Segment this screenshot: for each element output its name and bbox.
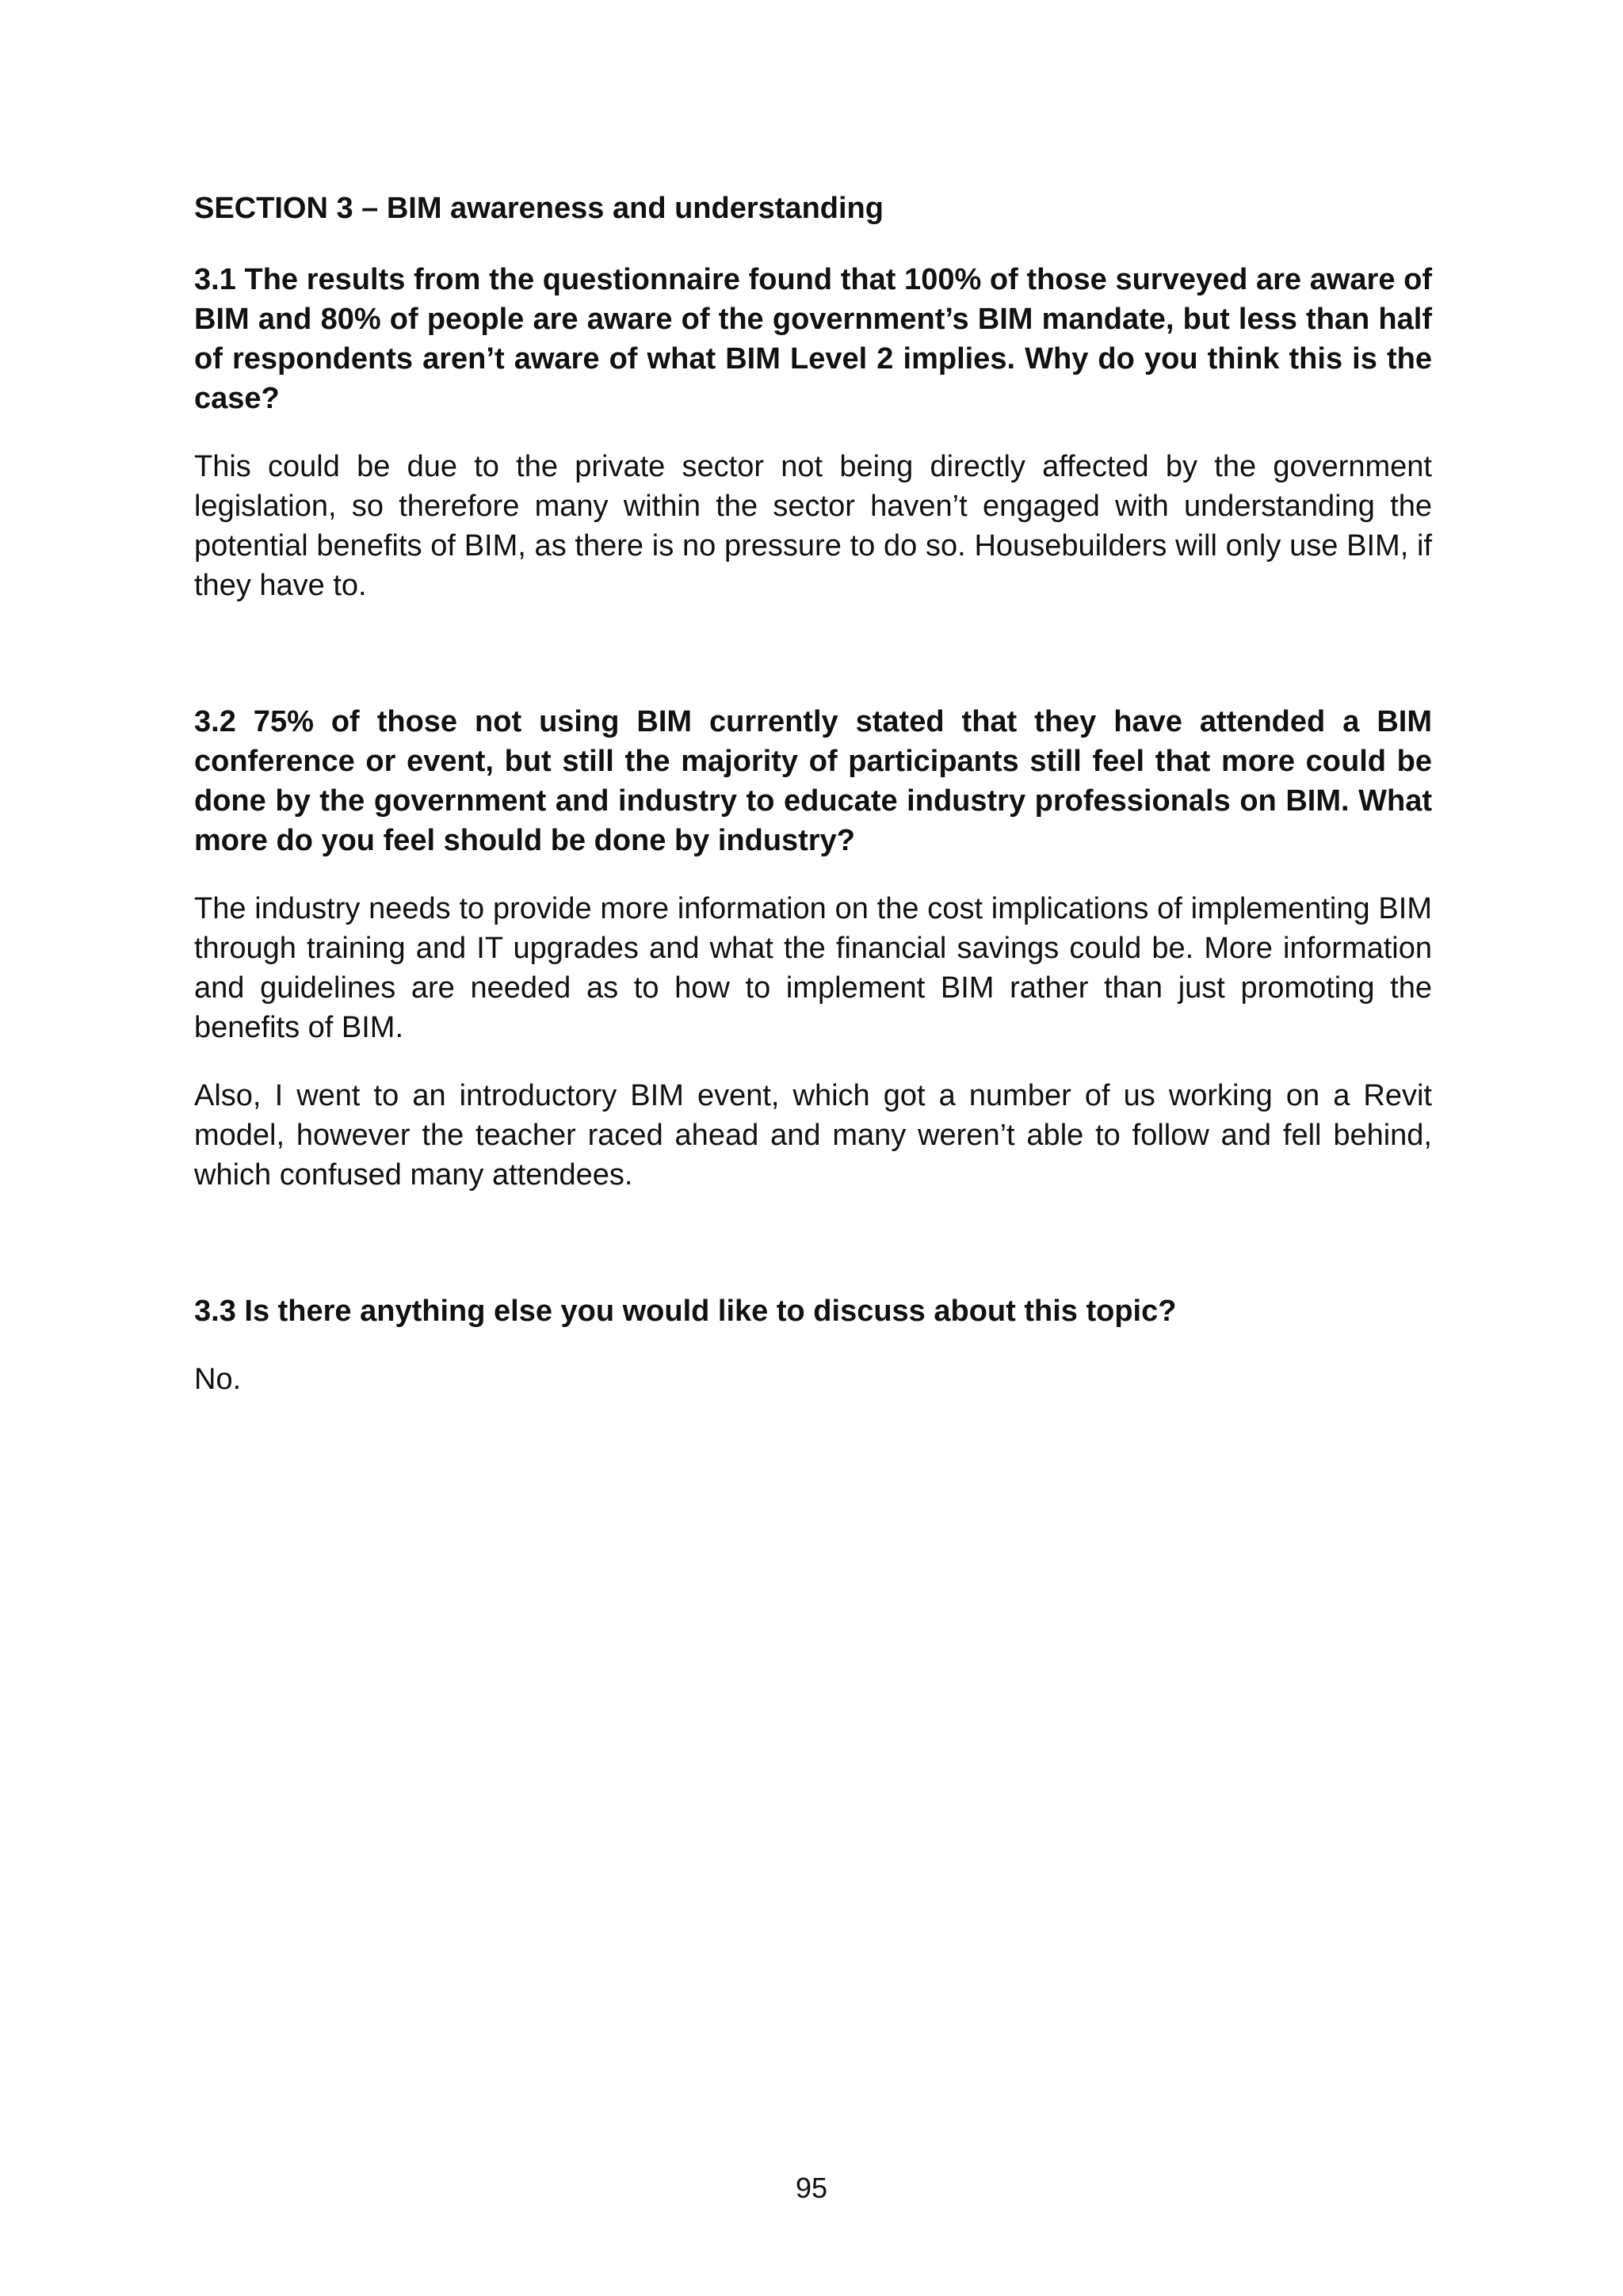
section-heading: SECTION 3 – BIM awareness and understanding <box>194 192 884 225</box>
answer-3-1: This could be due to the private sector not being directly affected by the government legislation, so therefore many within the sector haven’t engaged with understanding the potential benefits of BIM, as there is no pressure to do so. Housebuilders will only use BIM, if they have to. <box>194 450 1432 602</box>
answer-3-2-paragraph-2: Also, I went to an introductory BIM event, which got a number of us working on a Revit model, however the teacher raced ahead and many weren’t able to follow and fell behind, which confused many attendees. <box>194 1079 1432 1192</box>
page-content <box>194 189 1432 1428</box>
spacer <box>194 634 1432 702</box>
question-3-3: 3.3 Is there anything else you would like to discuss about this topic? <box>194 1295 1177 1328</box>
page-number: 95 <box>795 2172 828 2204</box>
question-3-2: 3.2 75% of those not using BIM currently stated that they have attended a BIM conference or event, but still the majority of participants still feel that more could be done by the government and industry to educate industry professionals on BIM. What more do you feel should be done by industry? <box>194 705 1432 857</box>
answer-3-3: No. <box>194 1363 242 1396</box>
question-3-1: 3.1 The results from the questionnaire found that 100% of those surveyed are aware of BIM and 80% of people are aware of the government’s BIM mandate, but less than half of respondents aren’t aware of what BIM Level 2 implies. Why do you think this is the case? <box>194 263 1432 415</box>
spacer <box>194 1223 1432 1291</box>
answer-3-2-paragraph-1: The industry needs to provide more information on the cost implications of implementing BIM through training and IT upgrades and what the financial savings could be. More information and guidelines are needed as to how to implement BIM rather than just promoting the benefits of BIM. <box>194 892 1432 1044</box>
